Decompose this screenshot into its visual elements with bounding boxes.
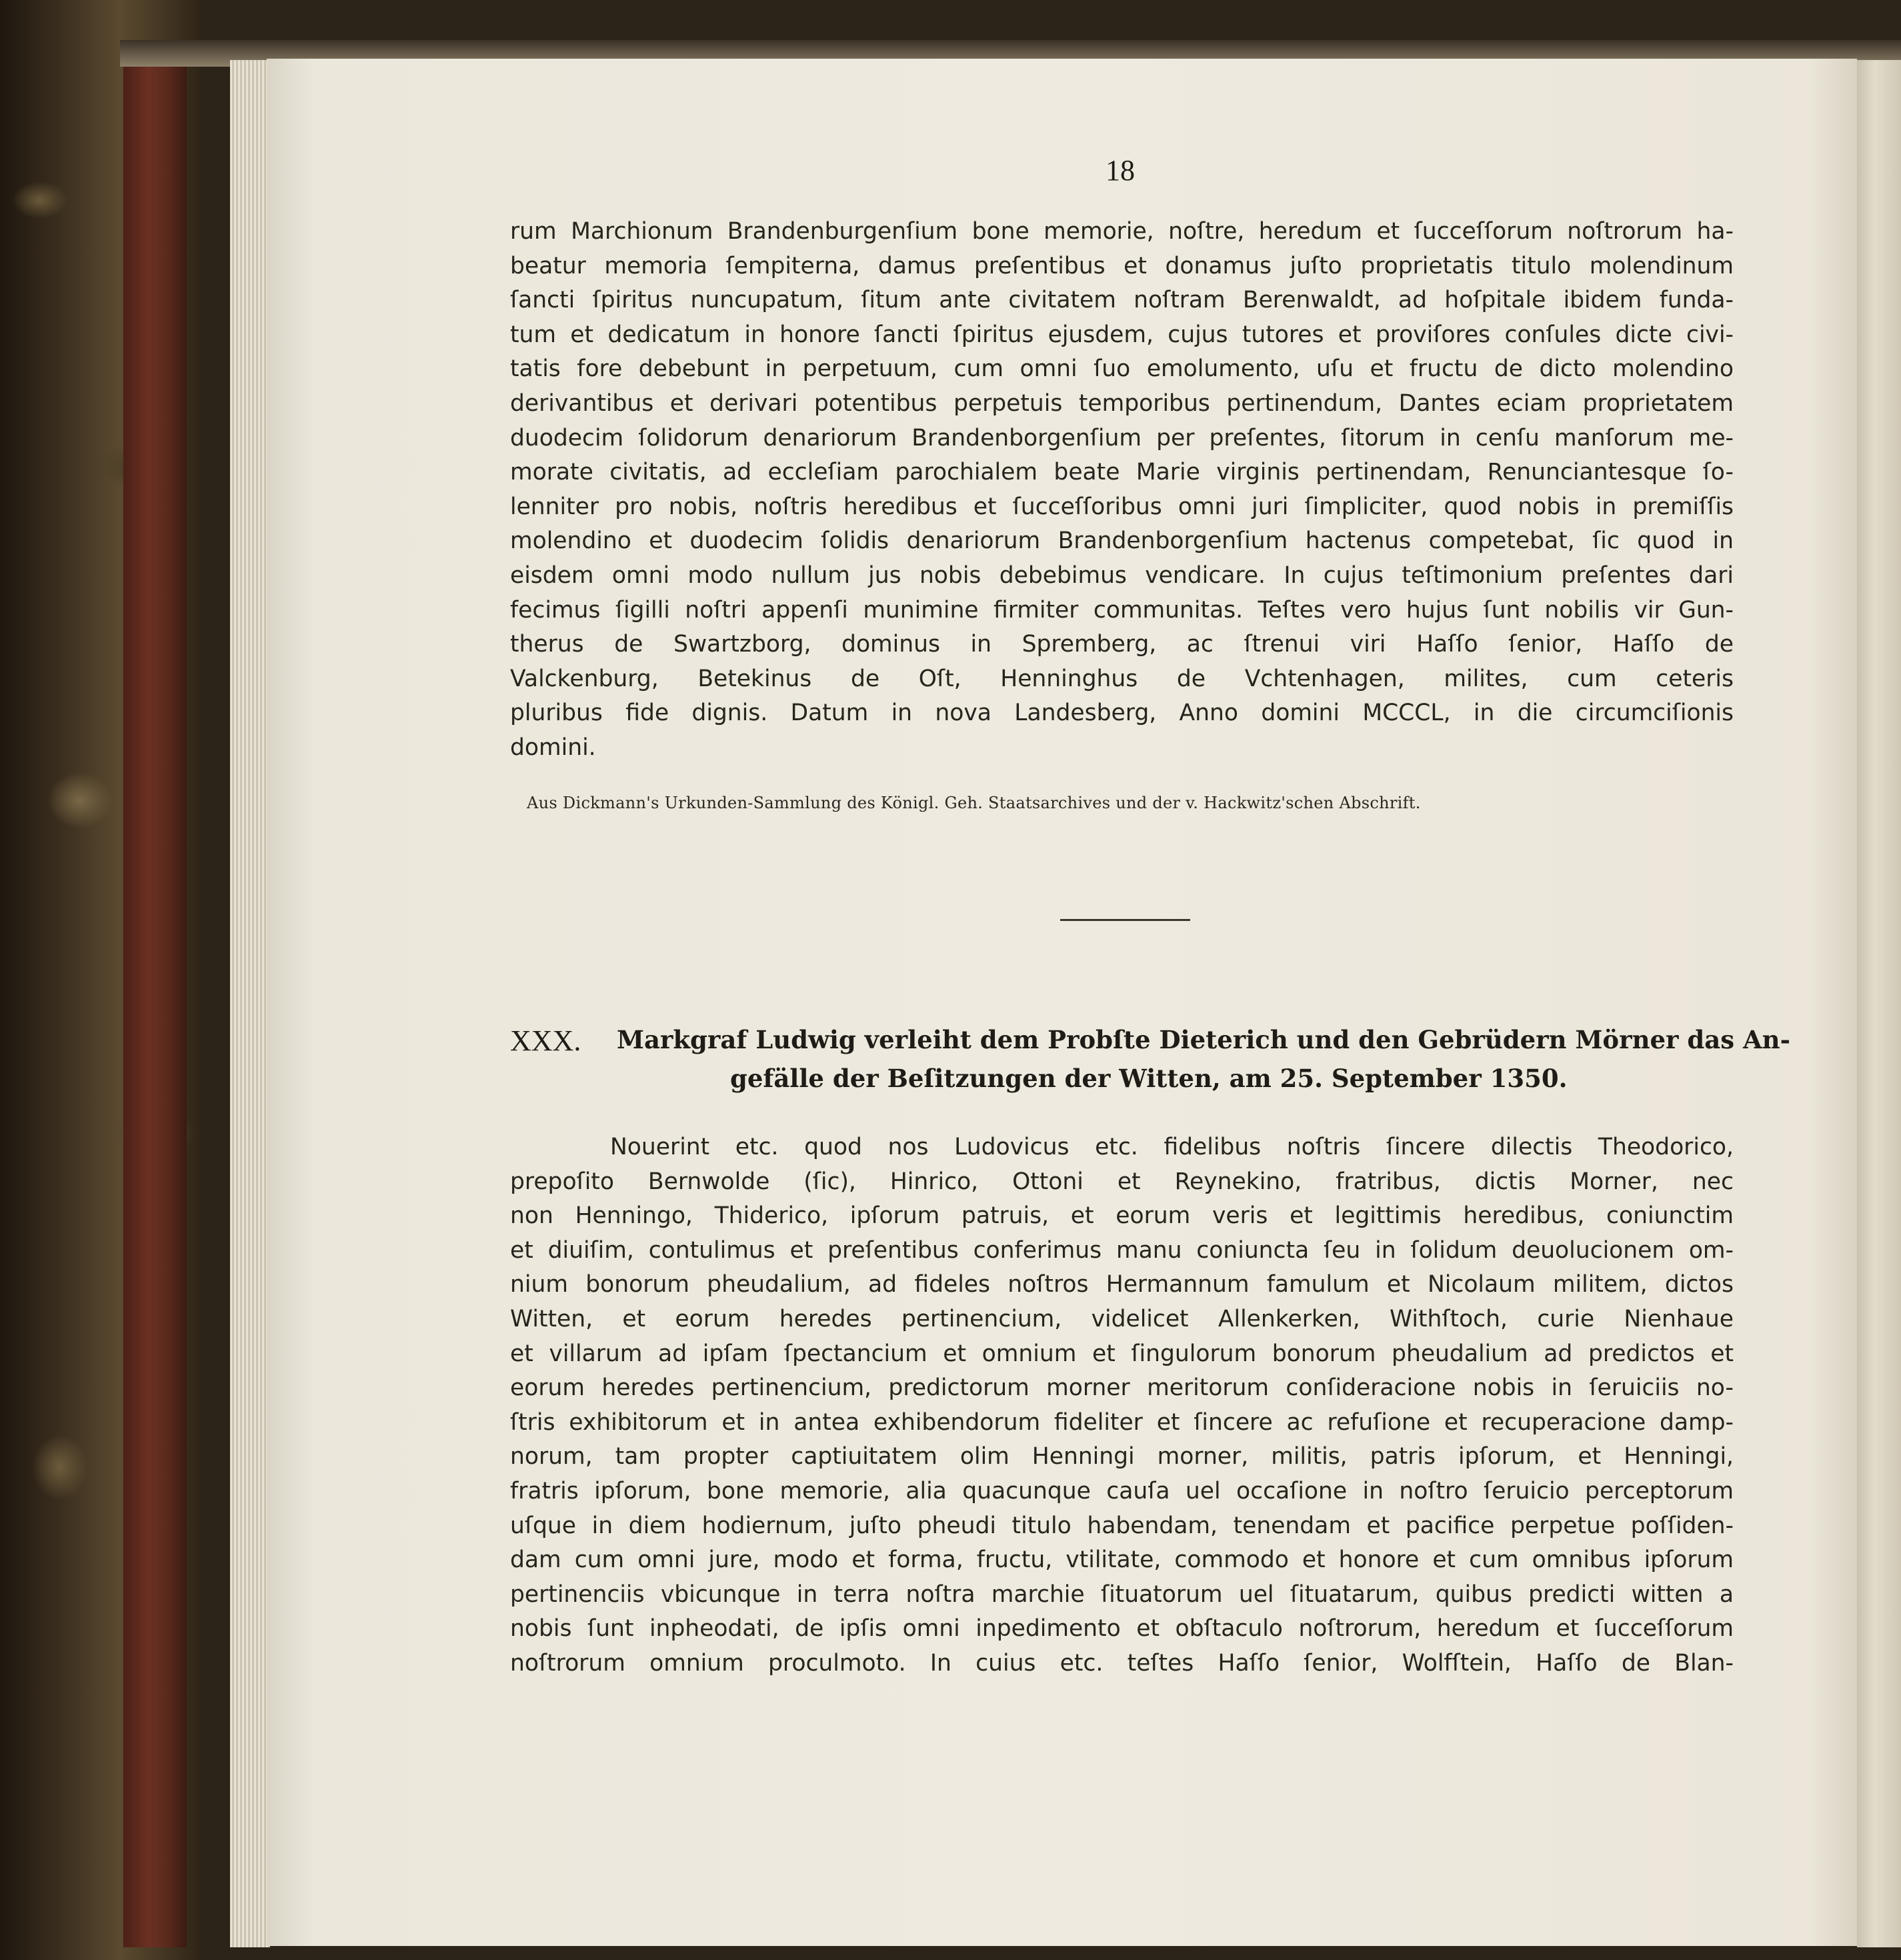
text-line: Witten, et eorum heredes pertinencium, videlicet Allenkerken, Withſtoch, curie Nienhaue <box>510 1305 1734 1332</box>
section-number: XXX. <box>510 1024 581 1057</box>
charter-text <box>510 1130 1734 1681</box>
text-line: uſque in diem hodiernum, juſto pheudi titulo habendam, tenendam et pacifice perpetue poſſiden- <box>510 1512 1734 1539</box>
text-line: et diuiſim, contulimus et preſentibus conferimus manu coniuncta ſeu in ſolidum deuolucionem om- <box>510 1236 1734 1264</box>
text-line: rum Marchionum Brandenburgenſium bone memorie, noſtre, heredum et ſucceſſorum noſtrorum ha- <box>510 218 1734 245</box>
section-divider <box>1060 919 1190 921</box>
page-edges <box>230 60 270 1947</box>
charter-text-continued <box>510 215 1734 766</box>
text-line: eisdem omni modo nullum jus nobis debebimus vendicare. In cujus teſtimonium preſentes dari <box>510 562 1734 589</box>
text-line: eorum heredes pertinencium, predictorum morner meritorum conſideracione nobis in ſeruiciis no- <box>510 1374 1734 1402</box>
text-line: nobis ſunt inpheodati, de ipſis omni inpedimento et obſtaculo noſtrorum, heredum et ſucceſſorum <box>510 1615 1734 1643</box>
text-line: domini. <box>510 734 596 761</box>
text-line: beatur memoria ſempiterna, damus preſentibus et donamus juſto proprietatis titulo molendinum <box>510 252 1734 279</box>
text-line: fratris ipſorum, bone memorie, alia quacunque cauſa uel occaſione in noſtro ſeruicio perceptorum <box>510 1477 1734 1505</box>
text-line: pluribus fide dignis. Datum in nova Landesberg, Anno domini MCCCL, in die circumciſionis <box>510 700 1734 727</box>
text-line: ſancti ſpiritus nuncupatum, ſitum ante civitatem noſtram Berenwaldt, ad hoſpitale ibidem funda- <box>510 287 1734 314</box>
text-line: nium bonorum pheudalium, ad fideles noſtros Hermannum famulum et Nicolaum militem, dictos <box>510 1271 1734 1298</box>
section-title-line2: gefälle der Beſitzungen der Witten, am 25. September 1350. <box>730 1064 1568 1093</box>
text-line: Nouerint etc. quod nos Ludovicus etc. fidelibus noſtris ſincere dilectis Theodorico, <box>610 1134 1734 1160</box>
text-line: therus de Swartzborg, dominus in Spremberg, ac ſtrenui viri Haſſo ſenior, Haſſo de <box>510 631 1734 658</box>
page-number: 18 <box>1106 154 1135 187</box>
text-line: Valckenburg, Betekinus de Oſt, Henninghus de Vchtenhagen, milites, cum ceteris <box>510 665 1734 692</box>
text-line: et villarum ad ipſam ſpectancium et omnium et ſingulorum bonorum pheudalium ad predictos et <box>510 1340 1734 1367</box>
text-line: pertinenciis vbicunque in terra noſtra marchie ſituatorum uel ſituatarum, quibus predicti witten a <box>510 1581 1734 1608</box>
text-line: prepoſito Bernwolde (ſic), Hinrico, Ottoni et Reynekino, fratribus, dictis Morner, nec <box>510 1168 1734 1195</box>
text-line: lenniter pro nobis, noſtris heredibus et ſucceſſoribus omni juri ſimpliciter, quod nobis in premiſſis <box>510 493 1734 520</box>
facing-page-edge <box>1857 60 1901 1947</box>
text-line: non Henningo, Thiderico, ipſorum patruis, et eorum veris et legittimis heredibus, coniunctim <box>510 1202 1734 1230</box>
text-line: derivantibus et derivari potentibus perpetuis temporibus pertinendum, Dantes eciam proprietatem <box>510 389 1734 417</box>
text-line: noſtrorum omnium proculmoto. In cuius etc. teſtes Haſſo ſenior, Wolfſtein, Haſſo de Blan- <box>510 1649 1734 1677</box>
text-line: molendino et duodecim ſolidis denariorum Brandenborgenſium hactenus competebat, ſic quod in <box>510 528 1734 555</box>
text-line: fecimus ſigilli noſtri appenſi munimine firmiter communitas. Teſtes vero hujus ſunt nobilis vir Gun- <box>510 596 1734 624</box>
section-title-line1: Markgraf Ludwig verleiht dem Probſte Dieterich und den Gebrüdern Mörner das An- <box>617 1025 1790 1054</box>
text-line: morate civitatis, ad eccleſiam parochialem beate Marie virginis pertinendam, Renunciantesque ſo- <box>510 459 1734 486</box>
text-line: ſtris exhibitorum et in antea exhibendorum fideliter et ſincere ac refuſione et recuperacione damp- <box>510 1408 1734 1436</box>
source-note: Aus Dickmann's Urkunden-Sammlung des Königl. Geh. Staatsarchives und der v. Hackwitz'schen Abschrift. <box>527 794 1421 812</box>
book-spine <box>123 47 187 1947</box>
text-line: norum, tam propter captiuitatem olim Henningi morner, militis, patris ipſorum, et Henningi, <box>510 1443 1734 1471</box>
text-line: duodecim ſolidorum denariorum Brandenborgenſium per preſentes, ſitorum in cenſu manſorum me- <box>510 424 1734 451</box>
text-line: dam cum omni jure, modo et forma, fructu, vtilitate, commodo et honore et cum omnibus ipſorum <box>510 1547 1734 1574</box>
text-line: tatis fore debebunt in perpetuum, cum omni ſuo emolumento, uſu et fructu de dicto molendino <box>510 355 1734 383</box>
text-line: tum et dedicatum in honore ſancti ſpiritus ejusdem, cujus tutores et proviſores conſules dicte civi- <box>510 321 1734 348</box>
